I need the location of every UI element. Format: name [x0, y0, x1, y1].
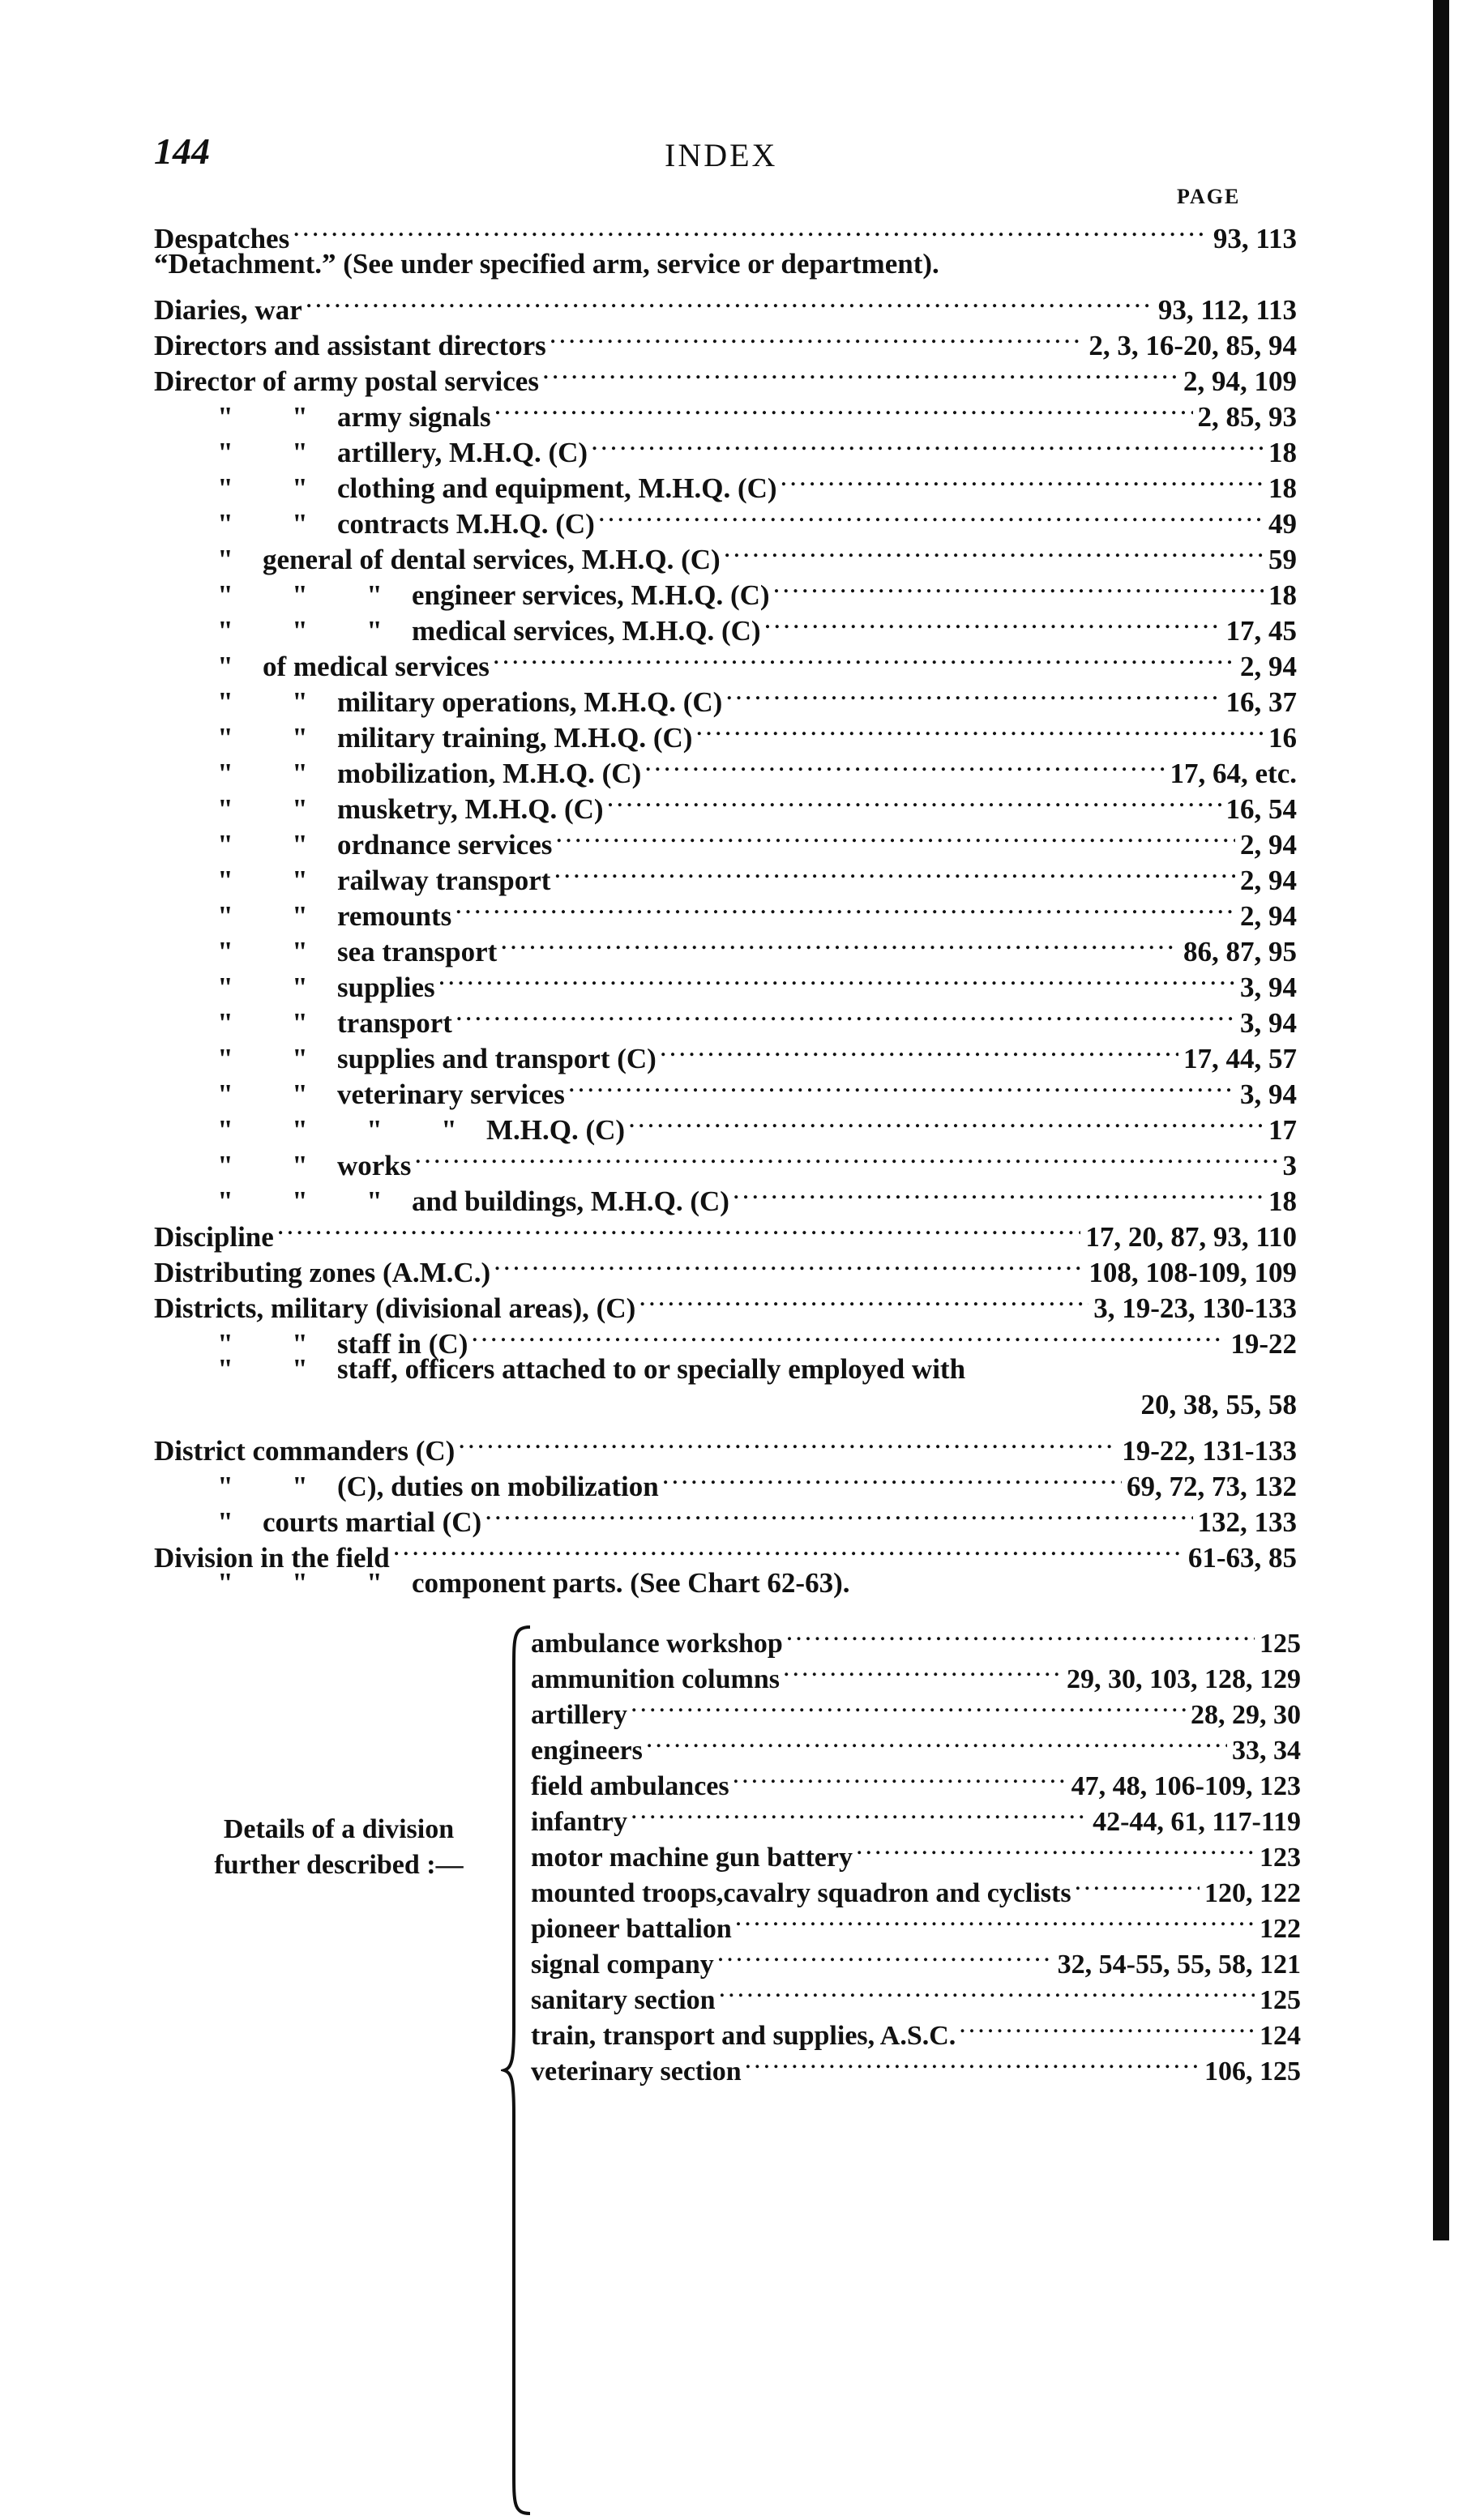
- entry-pages: 69, 72, 73, 132: [1127, 1471, 1297, 1502]
- page-column-label: PAGE: [1177, 185, 1241, 208]
- detail-entry: [531, 1723, 1301, 1766]
- entry-text: general of dental services, M.H.Q. (C): [263, 544, 721, 575]
- ditto-mark: ": [292, 1043, 308, 1074]
- entry-text: artillery, M.H.Q. (C): [337, 437, 588, 468]
- details-label-line2: further described :—: [214, 1850, 464, 1880]
- ditto-mark: ": [292, 829, 308, 861]
- entry-pages: 2, 94: [1240, 651, 1297, 682]
- entry-text: courts martial (C): [263, 1506, 482, 1538]
- entry-text: medical services, M.H.Q. (C): [412, 615, 761, 647]
- entry-text: Director of army postal services: [154, 365, 539, 397]
- detail-pages: 28, 29, 30: [1191, 1700, 1301, 1730]
- ditto-mark: ": [292, 508, 308, 540]
- entry-text: Distributing zones (A.M.C.): [154, 1257, 491, 1288]
- dot-leader: [481, 1496, 1192, 1531]
- ditto-mark: ": [217, 865, 233, 896]
- entry-text: army signals: [337, 401, 491, 433]
- dot-leader: [588, 426, 1264, 462]
- ditto-mark: ": [292, 1114, 308, 1146]
- dot-leader: [289, 212, 1208, 248]
- entry-pages: 59: [1268, 544, 1297, 575]
- ditto-mark: ": [441, 1114, 457, 1146]
- dot-leader: [411, 1139, 1277, 1175]
- detail-text: veterinary section: [531, 2057, 742, 2086]
- ditto-mark: ": [217, 1043, 233, 1074]
- detail-text: motor machine gun battery: [531, 1843, 853, 1873]
- ditto-mark: ": [217, 472, 233, 504]
- dot-leader: [657, 1032, 1178, 1068]
- dot-leader: [716, 1973, 1255, 2009]
- ditto-mark: ": [292, 472, 308, 504]
- entry-pages: 93, 113: [1213, 223, 1297, 254]
- dot-leader: [491, 391, 1193, 426]
- detail-pages: 124: [1260, 2021, 1301, 2051]
- detail-entry: [531, 1617, 1301, 1659]
- dot-leader: [550, 854, 1235, 890]
- detail-text: mounted troops,cavalry squadron and cyclists: [531, 1878, 1071, 1908]
- dot-leader: [721, 533, 1264, 569]
- entry-pages: 2, 94, 109: [1183, 365, 1297, 397]
- dot-leader: [635, 1282, 1088, 1318]
- entry-pages: 17, 20, 87, 93, 110: [1085, 1221, 1297, 1253]
- ditto-mark: ": [217, 829, 233, 861]
- entry-text: Directors and assistant directors: [154, 330, 546, 361]
- dot-leader: [455, 1424, 1117, 1460]
- division-details-list: [531, 1617, 1301, 2086]
- dot-leader: [742, 2044, 1200, 2080]
- entry-pages: 3: [1282, 1150, 1297, 1181]
- entry-pages: 18: [1268, 472, 1297, 504]
- entry-pages: 18: [1268, 437, 1297, 468]
- detail-text: train, transport and supplies, A.S.C.: [531, 2021, 956, 2051]
- ditto-mark: ": [292, 401, 308, 433]
- entry-pages: 16, 54: [1225, 793, 1297, 825]
- details-label-line1: Details of a division: [223, 1814, 455, 1844]
- ditto-mark: ": [217, 936, 233, 967]
- detail-text: ambulance workshop: [531, 1629, 783, 1659]
- ditto-mark: ": [292, 900, 308, 932]
- ditto-mark: ": [366, 615, 383, 647]
- detail-text: signal company: [531, 1950, 714, 1980]
- dot-leader: [729, 1175, 1264, 1211]
- dot-leader: [627, 1688, 1186, 1723]
- entry-text: and buildings, M.H.Q. (C): [412, 1185, 729, 1217]
- ditto-mark: ": [292, 793, 308, 825]
- entry-pages: 3, 94: [1240, 1007, 1297, 1039]
- dot-leader: [783, 1617, 1255, 1652]
- dot-leader: [490, 1246, 1084, 1282]
- dot-leader: [761, 604, 1221, 640]
- entry-text: transport: [337, 1007, 452, 1039]
- ditto-mark: ": [366, 1567, 383, 1599]
- ditto-mark: ": [217, 1150, 233, 1181]
- entry-text: staff in (C): [337, 1328, 468, 1360]
- ditto-mark: ": [292, 1185, 308, 1217]
- ditto-mark: ": [217, 615, 233, 647]
- entry-pages: 16: [1268, 722, 1297, 754]
- index-entries: [154, 212, 1297, 1603]
- entry-pages: 61-63, 85: [1187, 1542, 1297, 1574]
- entry-pages: 18: [1268, 579, 1297, 611]
- entry-pages: 86, 87, 95: [1183, 936, 1297, 967]
- entry-text: military operations, M.H.Q. (C): [337, 686, 723, 718]
- dot-leader: [490, 640, 1235, 676]
- detail-pages: 33, 34: [1232, 1736, 1301, 1766]
- ditto-mark: ": [292, 1150, 308, 1181]
- dot-leader: [627, 1795, 1088, 1830]
- entry-text: M.H.Q. (C): [486, 1114, 626, 1146]
- ditto-mark: ": [217, 651, 233, 682]
- dot-leader: [604, 783, 1221, 818]
- page-number: 144: [154, 130, 210, 172]
- detail-text: field ambulances: [531, 1771, 729, 1801]
- index-entry: [154, 284, 1297, 326]
- ditto-mark: ": [366, 579, 383, 611]
- entry-text: remounts: [337, 900, 452, 932]
- dot-leader: [659, 1460, 1122, 1496]
- index-entry: [154, 319, 1297, 361]
- entry-text: mobilization, M.H.Q. (C): [337, 758, 642, 789]
- index-entry: [154, 212, 1297, 254]
- dot-leader: [497, 925, 1178, 961]
- entry-text: veterinary services: [337, 1078, 565, 1110]
- detail-pages: 47, 48, 106-109, 123: [1071, 1771, 1301, 1801]
- dot-leader: [552, 818, 1235, 854]
- detail-text: infantry: [531, 1807, 627, 1837]
- entry-pages: 2, 94: [1240, 829, 1297, 861]
- ditto-mark: ": [217, 544, 233, 575]
- ditto-mark: ": [292, 865, 308, 896]
- dot-leader: [565, 1068, 1235, 1104]
- ditto-mark: ": [217, 1078, 233, 1110]
- ditto-mark: ": [292, 1471, 308, 1502]
- ditto-mark: ": [292, 936, 308, 967]
- ditto-mark: ": [217, 900, 233, 932]
- entry-text: engineer services, M.H.Q. (C): [412, 579, 770, 611]
- detail-pages: 125: [1260, 1629, 1301, 1659]
- ditto-mark: ": [217, 686, 233, 718]
- entry-pages: 2, 85, 93: [1197, 401, 1297, 433]
- detail-pages: 106, 125: [1204, 2057, 1301, 2086]
- entry-text: clothing and equipment, M.H.Q. (C): [337, 472, 777, 504]
- detail-pages: 29, 30, 103, 128, 129: [1067, 1664, 1301, 1694]
- ditto-mark: ": [366, 1185, 383, 1217]
- entry-text: (C), duties on mobilization: [337, 1471, 659, 1502]
- entry-text: military training, M.H.Q. (C): [337, 722, 693, 754]
- detail-text: ammunition columns: [531, 1664, 780, 1694]
- detail-entry: [531, 1688, 1301, 1730]
- ditto-mark: ": [217, 722, 233, 754]
- entry-text: supplies and transport (C): [337, 1043, 657, 1074]
- dot-leader: [302, 284, 1153, 319]
- dot-leader: [390, 1531, 1183, 1567]
- index-entry: [154, 1567, 1297, 1603]
- dot-leader: [435, 961, 1235, 997]
- dot-leader: [546, 319, 1084, 355]
- ditto-mark: ": [217, 793, 233, 825]
- entry-text: “Detachment.” (See under specified arm, service or department).: [154, 248, 939, 280]
- dot-leader: [595, 498, 1264, 533]
- entry-text: staff, officers attached to or specially employed with: [337, 1353, 966, 1385]
- ditto-mark: ": [217, 1471, 233, 1502]
- index-entry: [154, 1211, 1297, 1253]
- entry-text: Division in the field: [154, 1542, 390, 1574]
- curly-brace-icon: [501, 1621, 533, 2520]
- detail-pages: 42-44, 61, 117-119: [1093, 1807, 1301, 1837]
- detail-text: artillery: [531, 1700, 627, 1730]
- dot-leader: [770, 569, 1264, 604]
- entry-text: of medical services: [263, 651, 490, 682]
- detail-pages: 122: [1260, 1914, 1301, 1944]
- index-entry: [154, 248, 1297, 284]
- entry-pages: 3, 19-23, 130-133: [1093, 1292, 1297, 1324]
- dot-leader: [274, 1211, 1081, 1246]
- details-label: [185, 1812, 493, 1883]
- ditto-mark: ": [292, 1353, 308, 1385]
- entry-pages: 2, 3, 16-20, 85, 94: [1088, 330, 1297, 361]
- ditto-mark: ": [217, 1506, 233, 1538]
- index-entry: [154, 1424, 1297, 1467]
- dot-leader: [780, 1652, 1062, 1688]
- entry-text: component parts. (See Chart 62-63).: [412, 1567, 850, 1599]
- ditto-mark: ": [292, 437, 308, 468]
- entry-pages: 17: [1268, 1114, 1297, 1146]
- ditto-mark: ": [366, 1114, 383, 1146]
- dot-leader: [625, 1104, 1264, 1139]
- ditto-mark: ": [217, 972, 233, 1003]
- dot-leader: [777, 462, 1264, 498]
- ditto-mark: ": [292, 1078, 308, 1110]
- ditto-mark: ": [292, 722, 308, 754]
- ditto-mark: ": [292, 1567, 308, 1599]
- index-entry: [154, 1353, 1297, 1389]
- entry-text: ordnance services: [337, 829, 553, 861]
- detail-pages: 125: [1260, 1985, 1301, 2015]
- entry-pages: 16, 37: [1225, 686, 1297, 718]
- detail-text: pioneer battalion: [531, 1914, 732, 1944]
- dot-leader: [722, 676, 1221, 711]
- entry-pages: 18: [1268, 1185, 1297, 1217]
- entry-pages: 132, 133: [1197, 1506, 1297, 1538]
- ditto-mark: ": [292, 972, 308, 1003]
- entry-text: musketry, M.H.Q. (C): [337, 793, 604, 825]
- dot-leader: [643, 1723, 1227, 1759]
- entry-text: railway transport: [337, 865, 551, 896]
- ditto-mark: ": [292, 615, 308, 647]
- ditto-mark: ": [217, 1328, 233, 1360]
- entry-pages: 17, 64, etc.: [1170, 758, 1297, 789]
- ditto-mark: ": [217, 1185, 233, 1217]
- dot-leader: [956, 2009, 1255, 2044]
- entry-pages: 17, 44, 57: [1183, 1043, 1297, 1074]
- detail-text: sanitary section: [531, 1985, 716, 2015]
- ditto-mark: ": [217, 1007, 233, 1039]
- ditto-mark: ": [292, 1007, 308, 1039]
- ditto-mark: ": [292, 579, 308, 611]
- ditto-mark: ": [292, 758, 308, 789]
- ditto-mark: ": [217, 1567, 233, 1599]
- dot-leader: [1071, 1866, 1200, 1902]
- scan-edge-shadow: [1433, 0, 1449, 2240]
- entry-text: Discipline: [154, 1221, 274, 1253]
- detail-pages: 120, 122: [1204, 1878, 1301, 1908]
- entry-text: sea transport: [337, 936, 498, 967]
- entry-text: Diaries, war: [154, 294, 302, 326]
- detail-pages: 32, 54-55, 55, 58, 121: [1057, 1950, 1301, 1980]
- ditto-mark: ": [217, 758, 233, 789]
- entry-pages: 19-22: [1230, 1328, 1297, 1360]
- entry-pages: 2, 94: [1240, 865, 1297, 896]
- dot-leader: [468, 1318, 1225, 1353]
- dot-leader: [539, 355, 1178, 391]
- entry-pages: 3, 94: [1240, 1078, 1297, 1110]
- entry-continuation: 20, 38, 55, 58: [1140, 1389, 1297, 1420]
- dot-leader: [853, 1830, 1255, 1866]
- dot-leader: [692, 711, 1264, 747]
- dot-leader: [451, 890, 1235, 925]
- entry-text: Districts, military (divisional areas), (C): [154, 1292, 636, 1324]
- ditto-mark: ": [217, 437, 233, 468]
- dot-leader: [729, 1759, 1067, 1795]
- entry-pages: 3, 94: [1240, 972, 1297, 1003]
- dot-leader: [732, 1902, 1255, 1937]
- detail-entry: [531, 1759, 1301, 1801]
- entry-pages: 19-22, 131-133: [1122, 1435, 1297, 1467]
- ditto-mark: ": [217, 401, 233, 433]
- ditto-mark: ": [292, 686, 308, 718]
- running-head: INDEX: [665, 137, 778, 173]
- entry-pages: 93, 112, 113: [1157, 294, 1297, 326]
- entry-pages: 17, 45: [1225, 615, 1297, 647]
- ditto-mark: ": [217, 1114, 233, 1146]
- detail-entry: [531, 1830, 1301, 1873]
- entry-pages: 49: [1268, 508, 1297, 540]
- entry-text: Despatches: [154, 223, 290, 254]
- entry-pages: 2, 94: [1240, 900, 1297, 932]
- dot-leader: [452, 997, 1235, 1032]
- ditto-mark: ": [217, 1353, 233, 1385]
- entry-pages: 108, 108-109, 109: [1088, 1257, 1297, 1288]
- ditto-mark: ": [292, 1328, 308, 1360]
- entry-text: contracts M.H.Q. (C): [337, 508, 595, 540]
- entry-text: supplies: [337, 972, 435, 1003]
- entry-text: District commanders (C): [154, 1435, 455, 1467]
- detail-text: engineers: [531, 1736, 643, 1766]
- detail-pages: 123: [1260, 1843, 1301, 1873]
- ditto-mark: ": [217, 579, 233, 611]
- entry-text: works: [337, 1150, 412, 1181]
- dot-leader: [641, 747, 1165, 783]
- ditto-mark: ": [217, 508, 233, 540]
- dot-leader: [714, 1937, 1053, 1973]
